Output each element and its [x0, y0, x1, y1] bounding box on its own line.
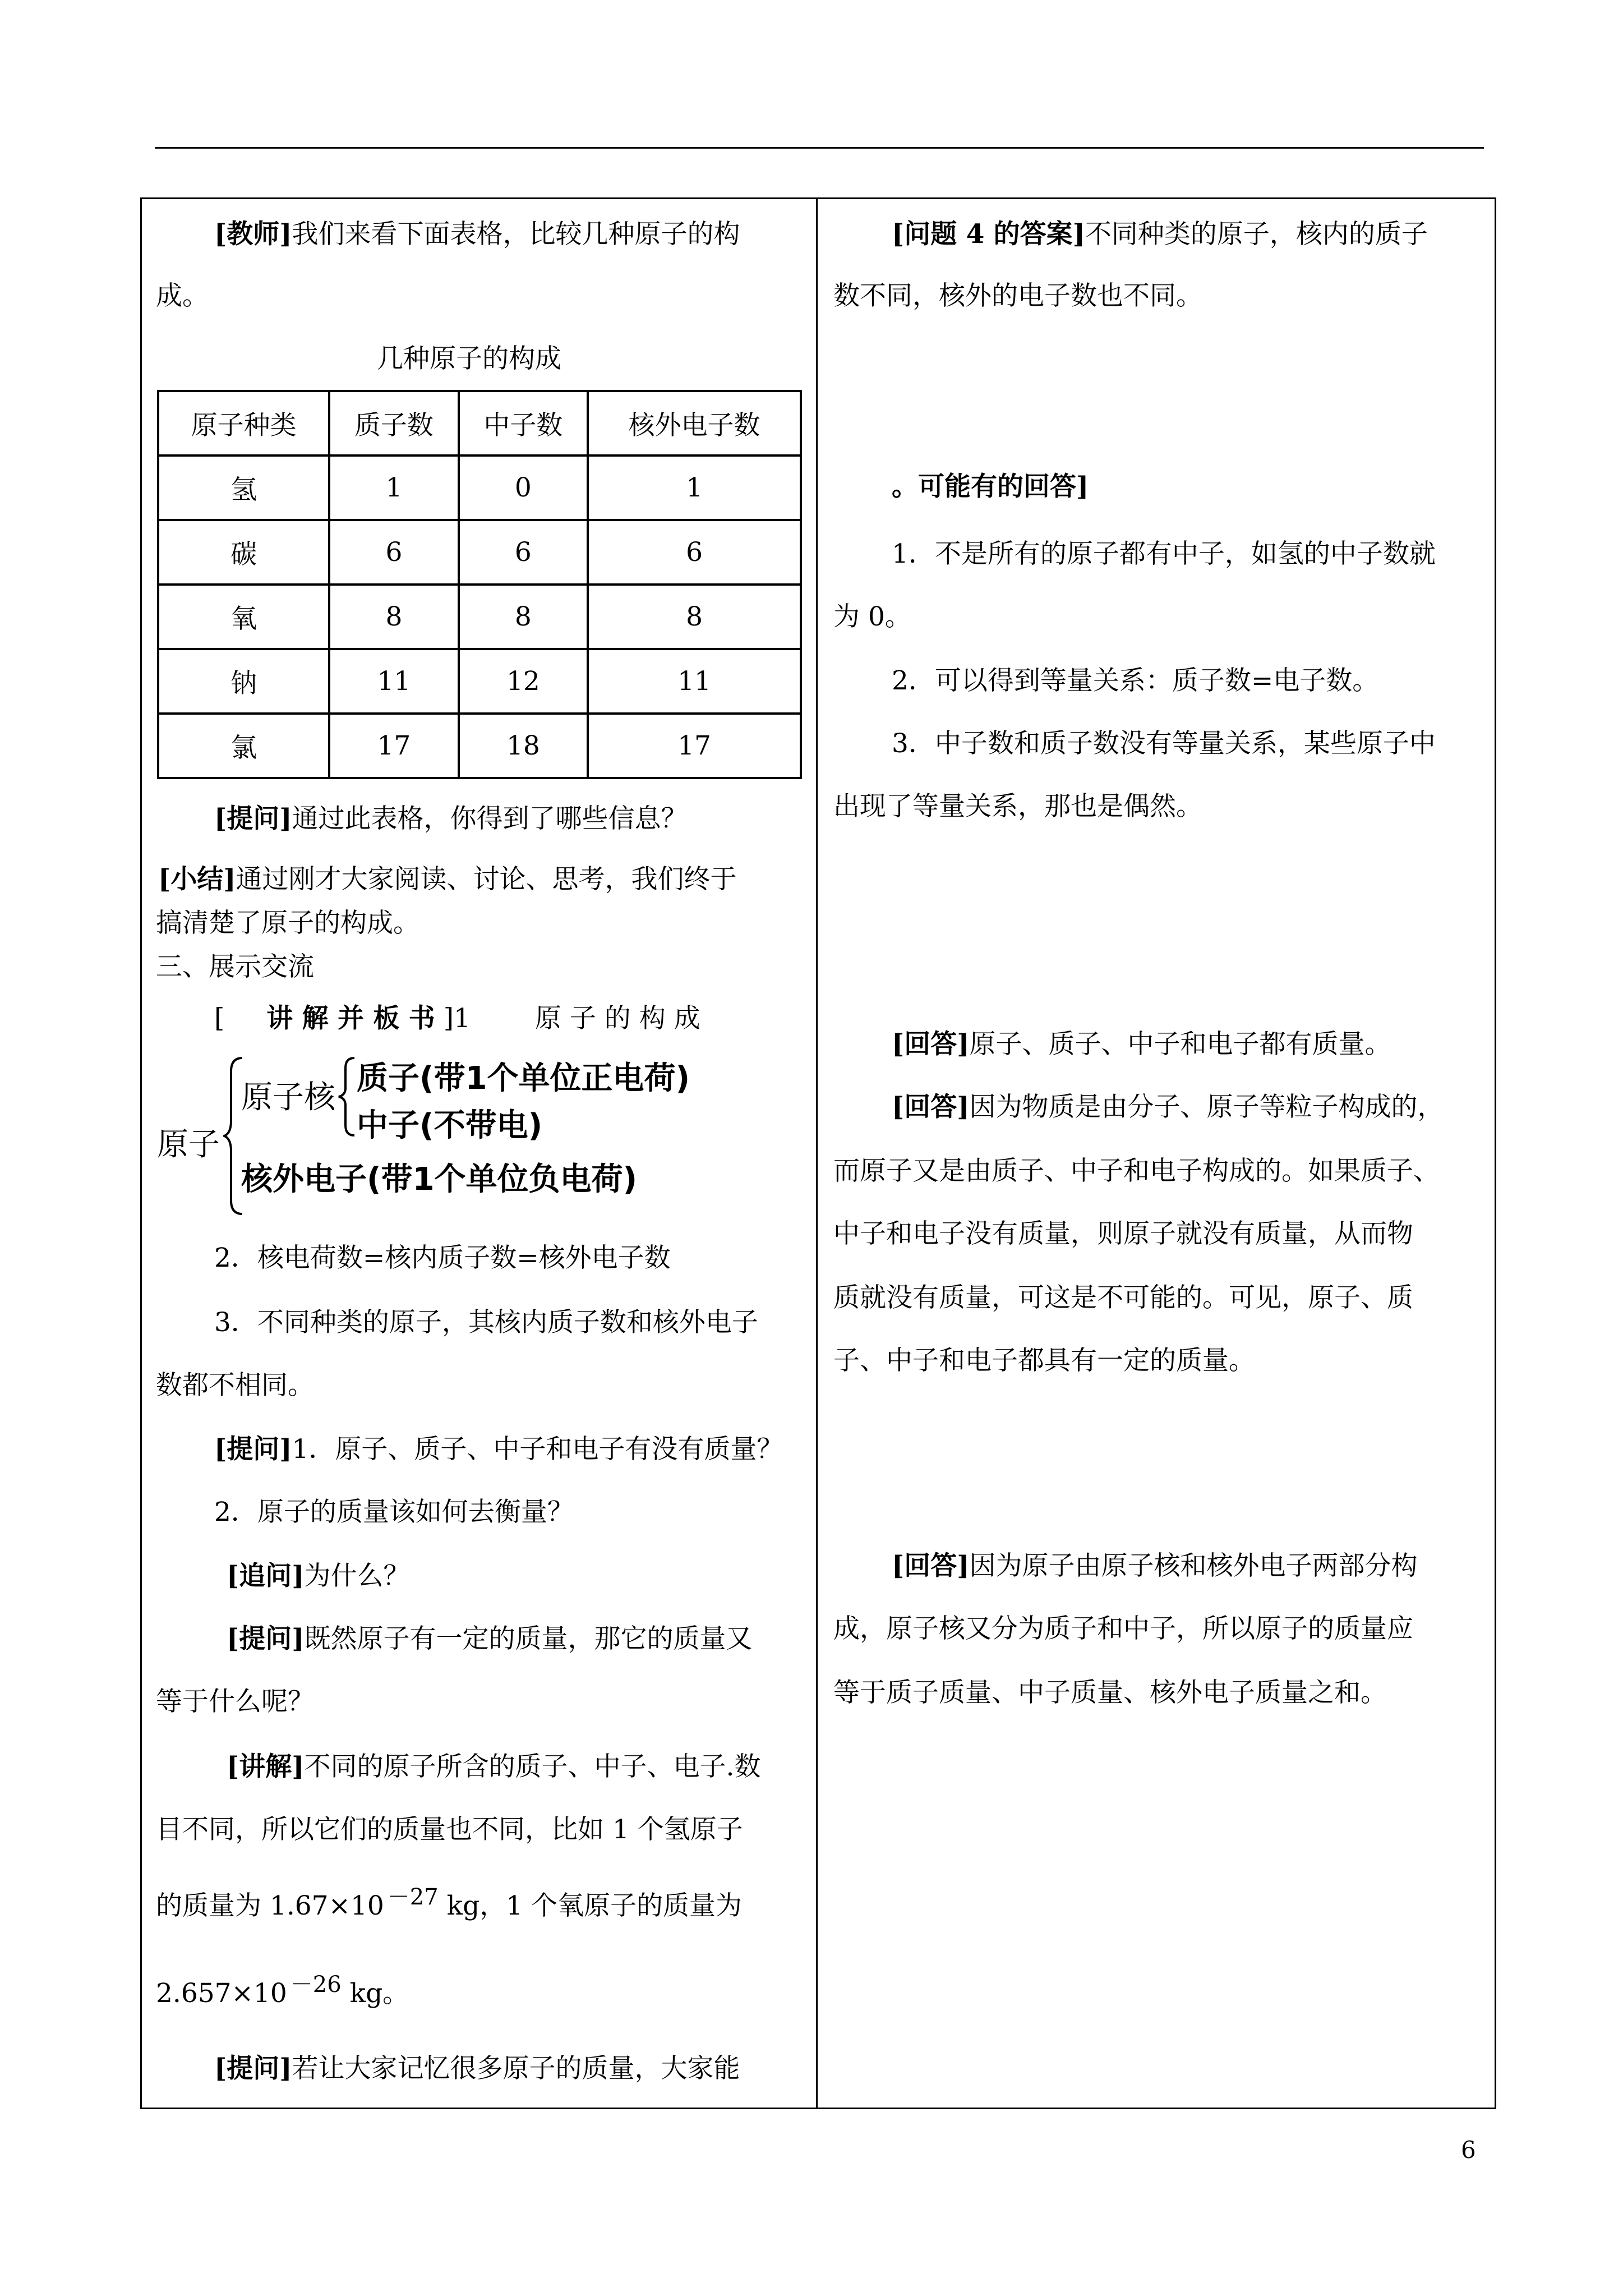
table-cell: 6 [588, 520, 801, 585]
table-cell: 6 [329, 520, 458, 585]
table-cell: 碳 [158, 520, 329, 585]
answer-2-line3: 中子和电子没有质量，则原子就没有质量，从而物 [833, 1218, 1413, 1249]
answer-2-line2: 而原子又是由质子、中子和电子构成的。如果质子、 [833, 1156, 1440, 1186]
header-electrons: 核外电子数 [588, 391, 801, 455]
answer-4-line2: 数不同，核外的电子数也不同。 [833, 280, 1202, 311]
header-neutrons: 中子数 [459, 391, 588, 455]
question-2-line1: [提问]1．原子、质子、中子和电子有没有质量？ [214, 1434, 783, 1465]
followup-question: [追问]为什么？ [227, 1561, 410, 1591]
question-2-line2: 2．原子的质量该如何去衡量？ [214, 1497, 574, 1527]
page-number: 6 [1461, 2136, 1476, 2164]
answer-3-line2: 成，原子核又分为质子和中子，所以原子的质量应 [833, 1613, 1413, 1644]
table-cell: 18 [459, 714, 588, 778]
table-row [158, 520, 801, 585]
possible-answer-1-line1: 1．不是所有的原子都有中子，如氢的中子数就 [892, 539, 1436, 569]
answer-2-line1: [回答]因为物质是由分子、原子等粒子构成的， [892, 1092, 1444, 1122]
table-cell: 氧 [158, 585, 329, 649]
answer-3-line1: [回答]因为原子由原子核和核外电子两部分构 [892, 1550, 1418, 1581]
table-row [158, 649, 801, 714]
table-header-row [158, 391, 801, 455]
question-4: [提问]若让大家记忆很多原子的质量，大家能 [214, 2053, 740, 2084]
column-divider [816, 197, 818, 2109]
table-cell: 1 [588, 455, 801, 520]
section-3-heading: 三、展示交流 [156, 951, 314, 982]
possible-answer-3-line1: 3．中子数和质子数没有等量关系，某些原子中 [892, 728, 1436, 759]
question-3-line2: 等于什么呢？ [156, 1686, 314, 1717]
explain-heading: [ 讲 解 并 板 书 ]1 原 子 的 构 成 [214, 1003, 700, 1034]
teacher-intro-line2: 成。 [156, 280, 209, 311]
answer-1: [回答]原子、质子、中子和电子都有质量。 [892, 1029, 1391, 1060]
header-protons: 质子数 [329, 391, 458, 455]
diagram-proton: 质子(带1个单位正电荷) [357, 1060, 690, 1097]
table-cell: 8 [588, 585, 801, 649]
lecture-line2: 目不同，所以它们的质量也不同，比如 1 个氢原子 [156, 1814, 743, 1845]
diagram-nucleus-brace [338, 1055, 357, 1139]
question-1: [提问]通过此表格，你得到了哪些信息？ [214, 803, 688, 834]
point-3-line2: 数都不相同。 [156, 1370, 314, 1401]
table-cell: 8 [459, 585, 588, 649]
possible-answers-heading: 。可能有的回答] [892, 471, 1089, 502]
table-cell: 17 [588, 714, 801, 778]
lecture-line4: 2.657×10 －26 kg。 [156, 1972, 409, 2009]
table-cell: 钠 [158, 649, 329, 714]
atom-composition-table [157, 390, 802, 779]
summary-line2: 搞清楚了原子的构成。 [156, 908, 419, 938]
table-row [158, 585, 801, 649]
summary-line1: [小结]通过刚才大家阅读、讨论、思考，我们终于 [158, 864, 737, 895]
possible-answer-2: 2．可以得到等量关系：质子数=电子数。 [892, 665, 1379, 696]
question-3-line1: [提问]既然原子有一定的质量，那它的质量又 [227, 1623, 753, 1654]
teacher-intro-line1: [教师]我们来看下面表格，比较几种原子的构 [214, 219, 740, 250]
table-cell: 6 [459, 520, 588, 585]
table-cell: 11 [588, 649, 801, 714]
answer-3-line3: 等于质子质量、中子质量、核外电子质量之和。 [833, 1677, 1387, 1708]
diagram-nucleus-label: 原子核 [241, 1079, 335, 1116]
table-cell: 11 [329, 649, 458, 714]
table-cell: 0 [459, 455, 588, 520]
table-cell: 8 [329, 585, 458, 649]
point-3-line1: 3．不同种类的原子，其核内质子数和核外电子 [214, 1307, 758, 1338]
table-row [158, 714, 801, 778]
possible-answer-1-line2: 为 0。 [833, 601, 911, 632]
table-cell: 氢 [158, 455, 329, 520]
point-2: 2．核电荷数=核内质子数=核外电子数 [214, 1243, 671, 1273]
header-atom-type: 原子种类 [158, 391, 329, 455]
table-cell: 氯 [158, 714, 329, 778]
lecture-line3: 的质量为 1.67×10 －27 kg，1 个氧原子的质量为 [156, 1884, 743, 1921]
table-title: 几种原子的构成 [377, 343, 561, 374]
table-cell: 12 [459, 649, 588, 714]
table-cell: 17 [329, 714, 458, 778]
possible-answer-3-line2: 出现了等量关系，那也是偶然。 [833, 791, 1202, 822]
lecture-line1: [讲解]不同的原子所含的质子、中子、电子.数 [227, 1751, 761, 1782]
answer-4-line1: [问题 4 的答案]不同种类的原子，核内的质子 [892, 219, 1428, 250]
diagram-neutron: 中子(不带电) [357, 1107, 543, 1144]
diagram-atom-label: 原子 [157, 1126, 220, 1163]
table-cell: 1 [329, 455, 458, 520]
header-rule [155, 147, 1484, 149]
diagram-electron: 核外电子(带1个单位负电荷) [241, 1161, 638, 1198]
answer-2-line4: 质就没有质量，可这是不可能的。可见，原子、质 [833, 1282, 1413, 1313]
table-row [158, 455, 801, 520]
answer-2-line5: 子、中子和电子都具有一定的质量。 [833, 1345, 1255, 1376]
